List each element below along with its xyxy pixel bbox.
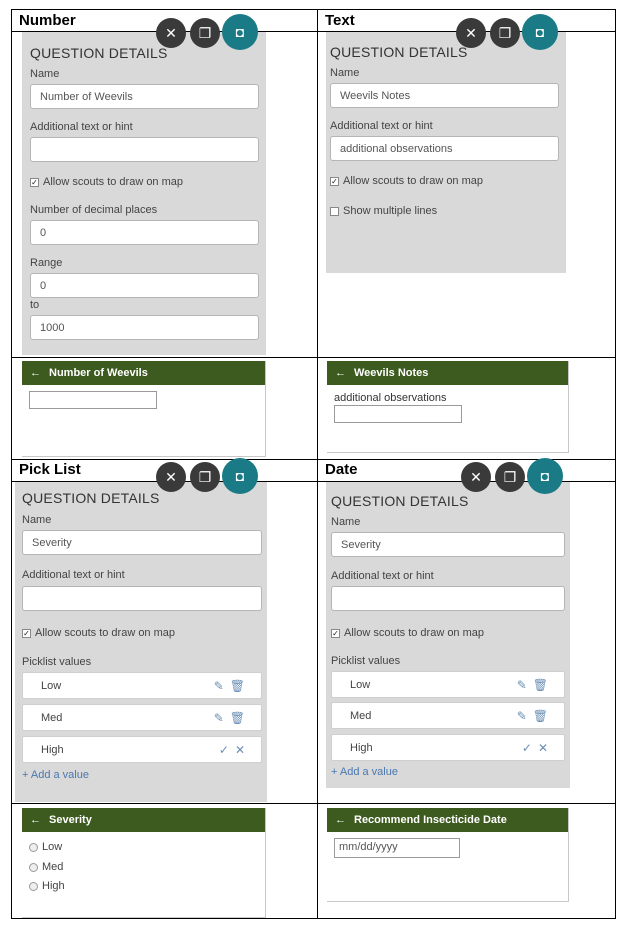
radio-button[interactable] [29,863,38,872]
confirm-check-icon[interactable]: ✓ [218,743,235,757]
close-icon[interactable]: ✕ [461,462,491,492]
cancel-x-icon[interactable]: ✕ [537,741,554,755]
copy-icon[interactable]: ❐ [190,462,220,492]
cell-title-number: Number [19,12,76,29]
range-label: Range [30,257,63,269]
draw-on-map-label: Allow scouts to draw on map [343,175,484,187]
draw-on-map-checkbox[interactable] [30,176,183,188]
preview-header [327,808,568,832]
preview-header [22,361,265,385]
picklist-value: High [41,744,64,756]
range-to-field[interactable]: 1000 [30,315,259,340]
radio-label: Low [42,841,63,853]
radio-button[interactable] [29,882,38,891]
picklist-values-label: Picklist values [331,655,401,667]
radio-label: Med [42,861,64,873]
check-icon: ✓ [31,177,38,187]
picklist-row-editing[interactable] [22,736,262,763]
hint-label: Additional text or hint [330,120,433,132]
table-row-line-5 [11,803,616,804]
camera-icon[interactable]: ◘ [222,458,258,494]
decimals-field[interactable]: 0 [30,220,259,245]
table-border-left [11,9,12,919]
name-field[interactable]: Severity [331,532,565,557]
close-icon[interactable]: ✕ [156,462,186,492]
text-preview [327,361,569,453]
table-border-top [11,9,616,10]
edit-icon[interactable]: ✎ [213,679,230,693]
picklist-value: Med [350,710,372,722]
close-icon[interactable]: ✕ [456,18,486,48]
edit-icon[interactable]: ✎ [213,711,230,725]
close-icon[interactable]: ✕ [156,18,186,48]
draw-on-map-label: Allow scouts to draw on map [344,627,485,639]
picklist-value: Low [350,679,371,691]
draw-on-map-checkbox[interactable] [22,627,175,639]
table-border-right [615,9,616,919]
hint-label: Additional text or hint [22,569,125,581]
table-border-bottom [11,918,616,919]
panel-heading: QUESTION DETAILS [331,493,469,509]
radio-option[interactable] [29,861,63,873]
multiple-lines-checkbox[interactable] [330,205,437,217]
edit-icon[interactable]: ✎ [516,678,533,692]
name-label: Name [330,67,360,79]
number-preview [22,361,266,457]
table-row-line-2 [11,357,616,358]
copy-icon[interactable]: ❐ [495,462,525,492]
name-field[interactable]: Number of Weevils [30,84,259,109]
back-arrow-icon[interactable]: ← [30,814,41,826]
check-icon: ✓ [332,628,339,638]
date-input[interactable]: mm/dd/yyyy [334,838,460,858]
edit-icon[interactable]: ✎ [516,709,533,723]
check-icon: ✓ [331,176,338,186]
preview-hint: additional observations [334,392,447,404]
radio-label: High [42,880,65,892]
name-field[interactable]: Severity [22,530,262,555]
trash-icon[interactable]: 🗑 [229,679,251,693]
panel-heading: QUESTION DETAILS [30,45,168,61]
radio-option[interactable] [29,880,65,892]
table-divider-mid [317,9,318,919]
picklist-values-label: Picklist values [22,656,92,668]
hint-field[interactable] [30,137,259,162]
confirm-check-icon[interactable]: ✓ [521,741,538,755]
multiple-lines-label: Show multiple lines [343,205,438,217]
picklist-row-editing[interactable] [331,734,565,761]
picklist-value: Med [41,712,63,724]
name-label: Name [30,68,60,80]
panel-heading: QUESTION DETAILS [22,490,160,506]
copy-icon[interactable]: ❐ [190,18,220,48]
preview-header [327,361,568,385]
name-field[interactable]: Weevils Notes [330,83,559,108]
hint-label: Additional text or hint [30,121,133,133]
draw-on-map-label: Allow scouts to draw on map [35,627,176,639]
picklist-value: Low [41,680,62,692]
trash-icon[interactable]: 🗑 [532,678,554,692]
picklist-row[interactable] [331,702,565,729]
preview-header [22,808,265,832]
preview-title: Recommend Insecticide Date [354,814,507,826]
picklist-row[interactable] [22,672,262,699]
hint-label: Additional text or hint [331,570,434,582]
trash-icon[interactable]: 🗑 [229,711,251,725]
range-from-field[interactable]: 0 [30,273,259,298]
radio-button[interactable] [29,843,38,852]
copy-icon[interactable]: ❐ [490,18,520,48]
back-arrow-icon[interactable]: ← [30,367,41,379]
add-value-link[interactable]: + Add a value [22,769,89,781]
date-preview [327,808,569,902]
radio-option[interactable] [29,841,62,853]
back-arrow-icon[interactable]: ← [335,367,346,379]
hint-field[interactable] [22,586,262,611]
cell-title-picklist: Pick List [19,461,81,478]
text-input[interactable] [334,405,462,423]
preview-title: Number of Weevils [49,367,148,379]
table-row-line-3 [11,459,616,460]
back-arrow-icon[interactable]: ← [335,814,346,826]
draw-on-map-checkbox[interactable] [330,175,483,187]
cancel-x-icon[interactable]: ✕ [234,743,251,757]
check-icon: ✓ [23,628,30,638]
name-label: Name [22,514,52,526]
panel-heading: QUESTION DETAILS [330,44,468,60]
draw-on-map-checkbox[interactable] [331,627,484,639]
camera-icon[interactable]: ◘ [222,14,258,50]
unchecked-box-icon [330,207,339,216]
cell-title-text: Text [325,12,355,29]
range-to-label: to [30,299,40,311]
preview-title: Weevils Notes [354,367,429,379]
picklist-row[interactable] [22,704,262,731]
camera-icon[interactable]: ◘ [522,14,558,50]
preview-title: Severity [49,814,92,826]
name-label: Name [331,516,361,528]
trash-icon[interactable]: 🗑 [532,709,554,723]
camera-icon[interactable]: ◘ [527,458,563,494]
picklist-preview [22,808,266,918]
cell-title-date: Date [325,461,358,478]
hint-field[interactable]: additional observations [330,136,559,161]
number-input[interactable] [29,391,157,409]
add-value-link[interactable]: + Add a value [331,766,398,778]
decimals-label: Number of decimal places [30,204,158,216]
number-question-panel [22,24,266,355]
picklist-value: High [350,742,373,754]
draw-on-map-label: Allow scouts to draw on map [43,176,184,188]
hint-field[interactable] [331,586,565,611]
picklist-question-panel [15,468,267,802]
picklist-row[interactable] [331,671,565,698]
text-question-panel [326,24,566,273]
